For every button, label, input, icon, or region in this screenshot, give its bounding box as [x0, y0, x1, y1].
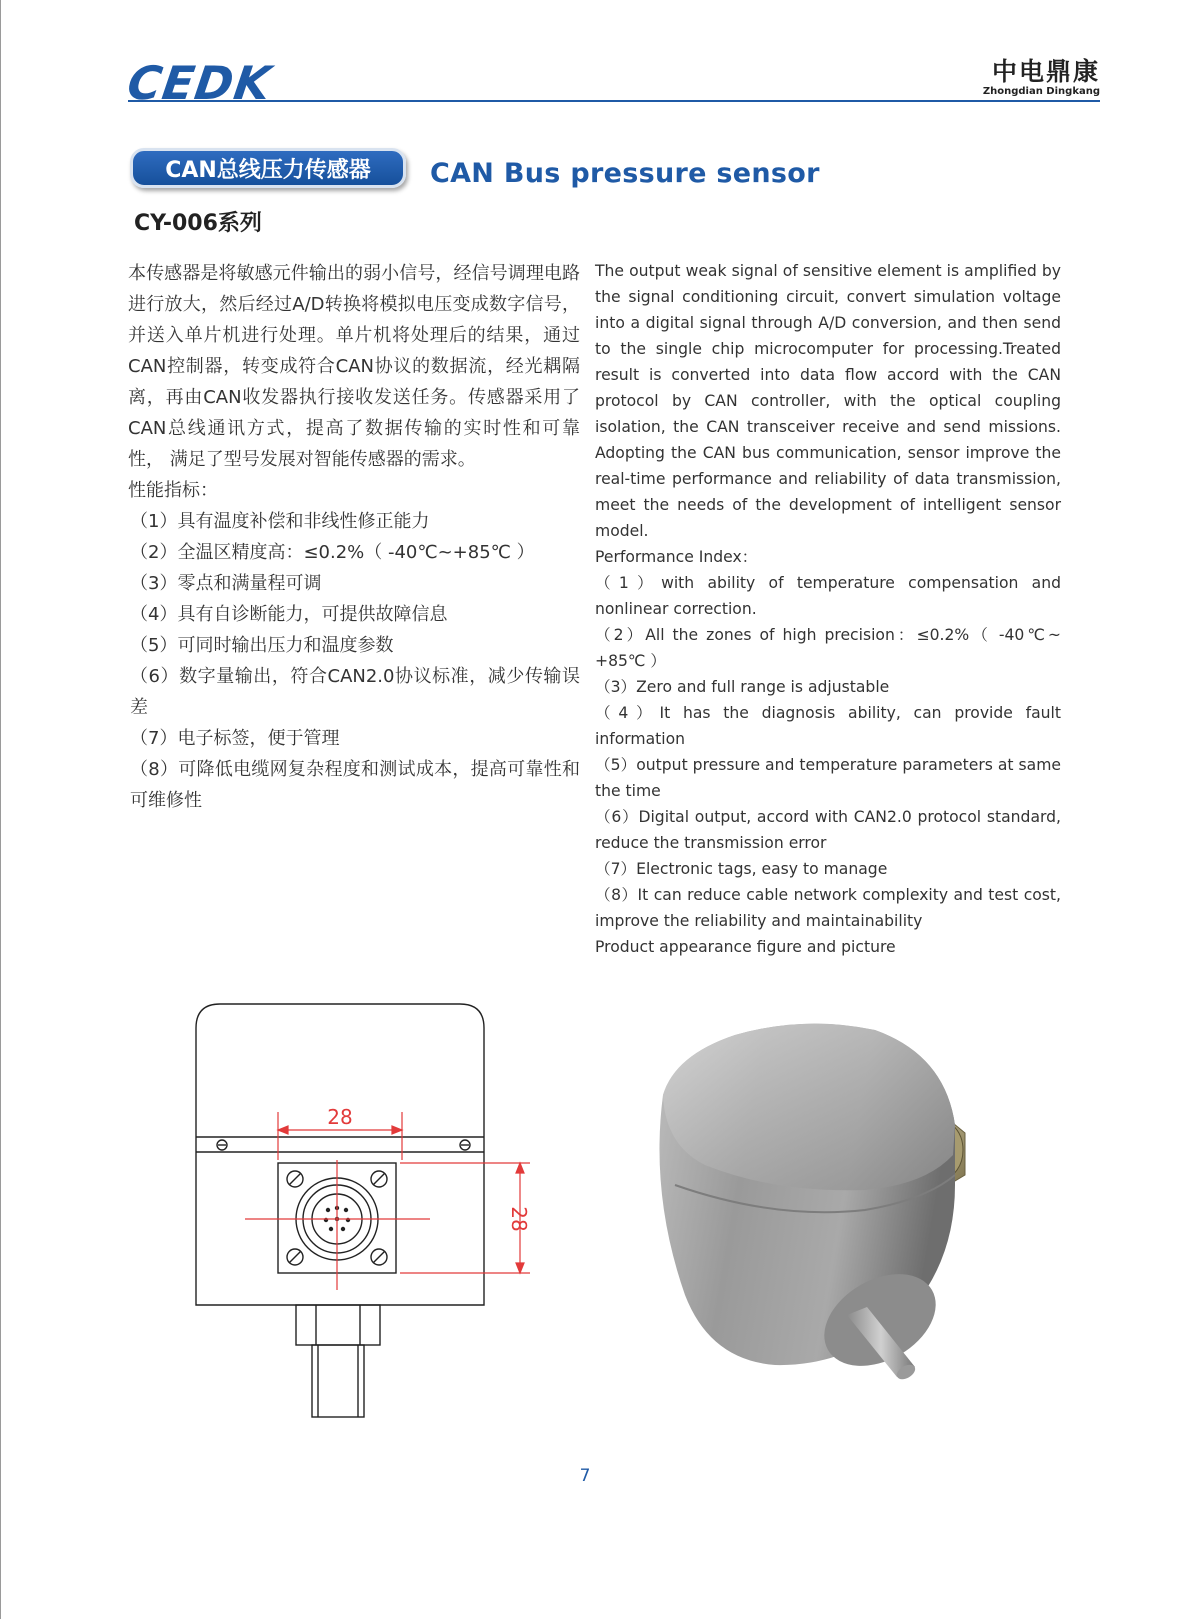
cn-feature: （4）具有自诊断能力，可提供故障信息 — [130, 604, 448, 625]
series-title: CY-006系列 — [134, 211, 262, 236]
en-feature: （4）It has the diagnosis ability, can provide fault information — [595, 704, 1061, 748]
en-feature: （1）with ability of temperature compensation and nonlinear correction. — [595, 574, 1061, 618]
cedk-logo: CEDK — [124, 56, 275, 110]
page-number: 7 — [579, 1466, 591, 1486]
english-column — [595, 258, 1061, 960]
company-logo — [983, 58, 1100, 98]
cn-feature: （2）全温区精度高：≤0.2%（ -40℃~+85℃ ） — [130, 542, 535, 563]
chinese-column — [128, 258, 580, 816]
company-name-cn: 中电鼎康 — [991, 57, 1100, 86]
en-perf-label: Performance Index： — [595, 548, 758, 566]
en-feature: （7）Electronic tags, easy to manage — [595, 860, 888, 878]
cn-perf-label: 性能指标： — [128, 480, 218, 501]
dim-horizontal-label: 28 — [327, 1105, 353, 1129]
technical-drawing — [190, 1000, 550, 1430]
cn-feature: （7）电子标签，便于管理 — [130, 728, 340, 749]
cn-feature: （3）零点和满量程可调 — [130, 573, 322, 594]
company-name-en: Zhongdian Dingkang — [982, 86, 1100, 97]
en-intro: The output weak signal of sensitive element is amplified by the signal conditioning circuit, convert simulation voltage into a digital signal through A/D conversion, and then send to the single chip microcomputer for processing.Treated result is converted into data flow accord with the CAN protocol by CAN controller, with the optical coupling isolation, the CAN transceiver receive and send missions. Adopting the CAN bus communication, sensor improve the real-time performance and reliability of data transmission, meet the needs of the development of intelligent sensor model. — [595, 262, 1061, 540]
en-feature: （6）Digital output, accord with CAN2.0 protocol standard, reduce the transmission error — [595, 808, 1061, 852]
en-feature: （2）All the zones of high precision：≤0.2%（ -40℃~ +85℃ ） — [595, 626, 1061, 670]
cn-feature: （8）可降低电缆网复杂程度和测试成本，提高可靠性和可维修性 — [130, 759, 580, 811]
product-photo — [625, 1015, 970, 1385]
cn-intro: 本传感器是将敏感元件输出的弱小信号，经信号调理电路进行放大，然后经过A/D转换将模拟电压变成数字信号，并送入单片机进行处理。单片机将处理后的结果，通过CAN控制器，转变成符合CAN协议的数据流，经光耦隔离，再由CAN收发器执行接收发送任务。传感器采用了CAN总线通讯方式，提高了数据传输的实时性和可靠性， 满足了型号发展对智能传感器的需求。 — [128, 263, 580, 470]
cn-feature: （1）具有温度补偿和非线性修正能力 — [130, 511, 430, 532]
cn-feature: （6）数字量输出，符合CAN2.0协议标准，减少传输误差 — [130, 666, 580, 718]
cn-feature: （5）可同时输出压力和温度参数 — [130, 635, 394, 656]
pressure-port-hex — [296, 1305, 380, 1345]
pressure-port-stem — [312, 1345, 364, 1417]
en-feature: （3）Zero and full range is adjustable — [595, 678, 890, 696]
header-rule — [128, 100, 1100, 102]
en-feature: （8）It can reduce cable network complexity and test cost, improve the reliability and maintainability — [595, 886, 1061, 930]
sensor-cap — [663, 1024, 955, 1191]
page-title-en: CAN Bus pressure sensor — [430, 158, 820, 189]
en-feature: （5）output pressure and temperature parameters at same the time — [595, 756, 1061, 800]
en-appearance-caption: Product appearance figure and picture — [595, 938, 896, 956]
title-badge-cn: CAN总线压力传感器 — [130, 148, 406, 188]
dim-vertical-label: 28 — [507, 1206, 531, 1232]
